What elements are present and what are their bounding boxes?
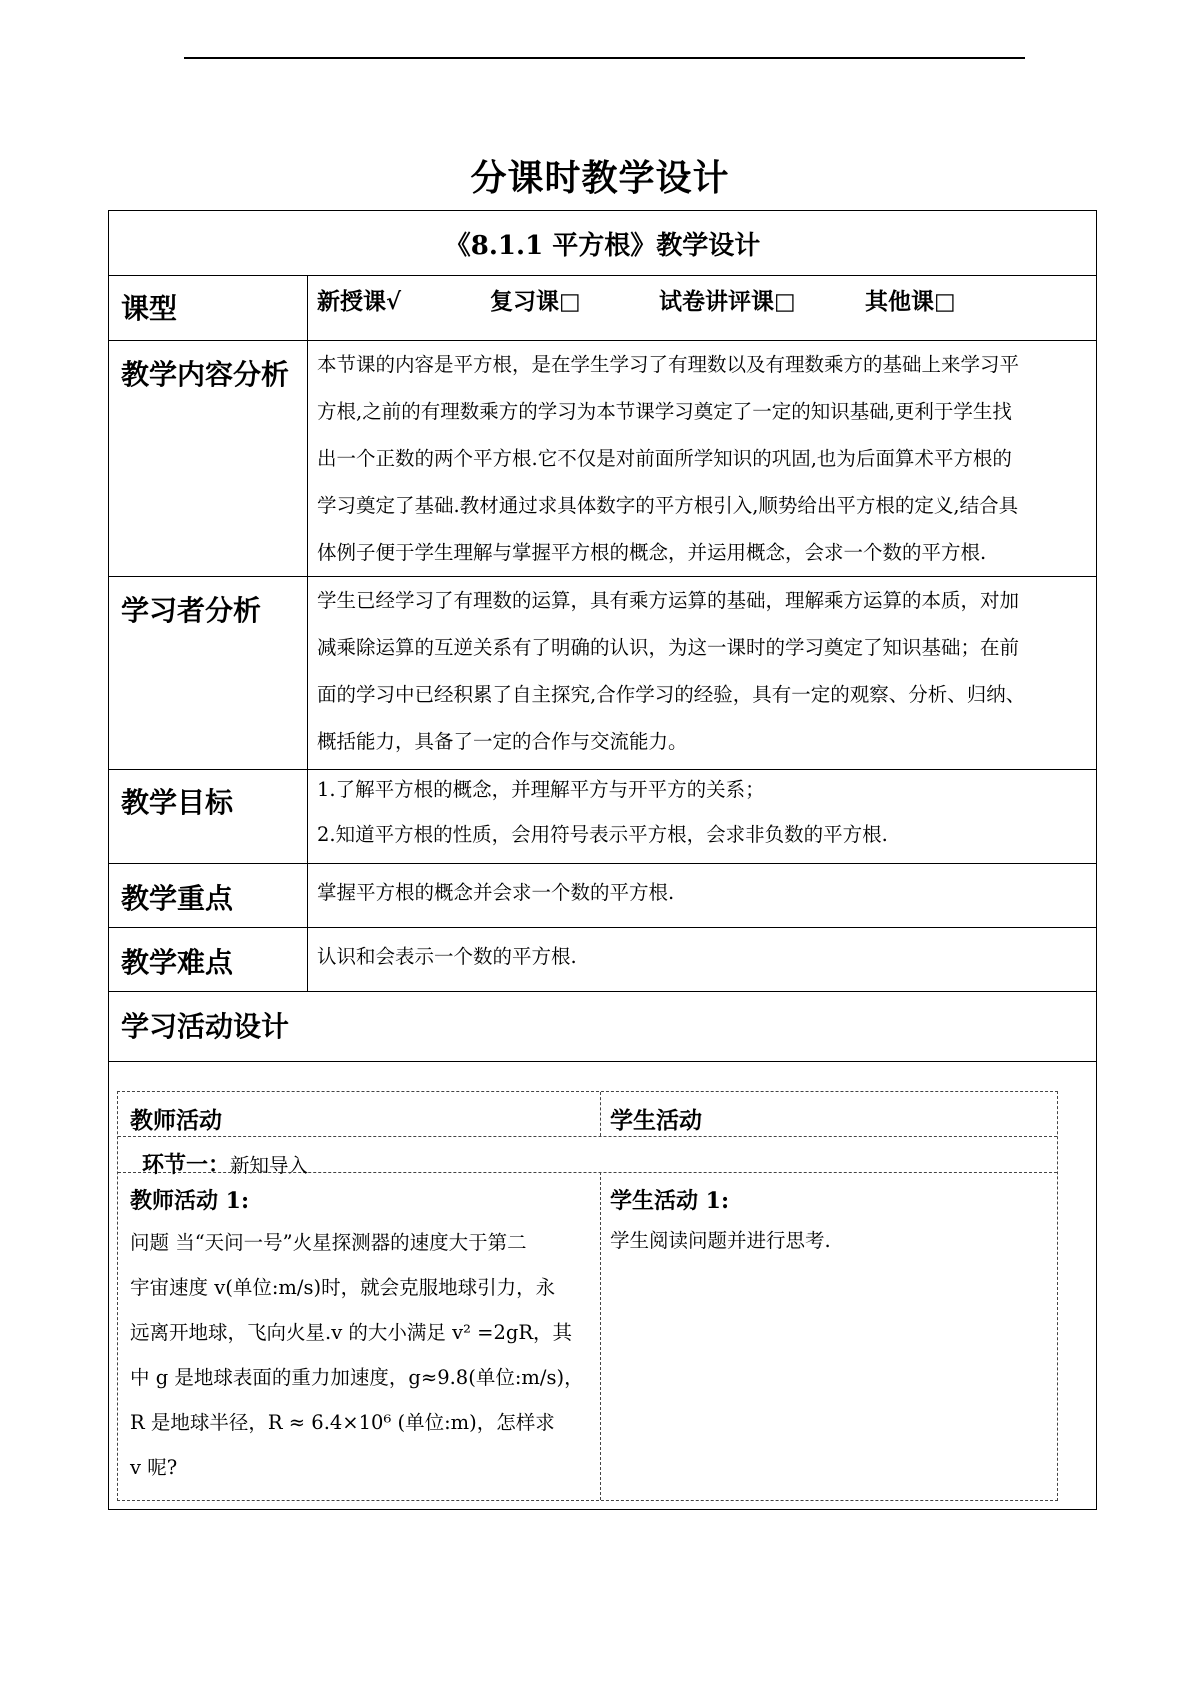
teacher-activity-1-title: 教师活动 1: xyxy=(130,1188,250,1214)
activity-column-divider xyxy=(600,1172,601,1500)
activity-design-label: 学习活动设计 xyxy=(121,1010,290,1043)
column-divider xyxy=(307,275,308,991)
document-title: 分课时教学设计 xyxy=(470,157,730,199)
difficulties-text: 认识和会表示一个数的平方根. xyxy=(317,945,577,968)
objectives-label: 教学目标 xyxy=(121,786,234,819)
course-type-exam-review: 试卷讲评课□ xyxy=(659,288,796,315)
student-activity-1-title: 学生活动 1: xyxy=(610,1188,730,1214)
student-activity-header: 学生活动 xyxy=(610,1107,702,1134)
activity-column-divider xyxy=(600,1092,601,1136)
row-divider xyxy=(109,927,1096,928)
activity-table xyxy=(117,1091,1058,1501)
key-points-text: 掌握平方根的概念并会求一个数的平方根. xyxy=(317,881,675,904)
lesson-design-table xyxy=(108,210,1097,1510)
content-analysis-text: 本节课的内容是平方根，是在学生学习了有理数以及有理数乘方的基础上来学习平 方根,之前的有理数乘方的学习为本节课学习奠定了一定的知识基础,更利于学生找 出一个正数的两个平方根.它不仅是对前面所学知识的巩固,也为后面算术平方根的 学习奠定了基础.教材通过求具体数字的平方根引入,顺势给出平方根的定义,结合具 体例子便于学生理解与掌握平方根的概念，并运用概念，会求一个数的平方根. xyxy=(317,353,1020,564)
difficulties-label: 教学难点 xyxy=(121,946,234,979)
teacher-activity-1-text: 问题 当“天问一号”火星探测器的速度大于第二 宇宙速度 v(单位:m/s)时，就会克服地球引力，永 远离开地球，飞向火星.v 的大小满足 v² =2gR，其 中 g 是地球表面的重力加速度，g≈9.8(单位:m/s)， R 是地球半径，R ≈ 6.4×10⁶ (单位:m)，怎样求 v 呢? xyxy=(130,1231,584,1479)
design-title: 《8.1.1 平方根》教学设计 xyxy=(444,231,761,261)
teacher-activity-header: 教师活动 xyxy=(130,1107,222,1134)
header-rule xyxy=(184,57,1025,59)
course-type-other: 其他课□ xyxy=(865,288,956,315)
content-analysis-label: 教学内容分析 xyxy=(121,358,290,391)
student-activity-1-text: 学生阅读问题并进行思考. xyxy=(610,1229,831,1252)
activity-row-divider xyxy=(118,1136,1057,1137)
course-type-new: 新授课√ xyxy=(317,288,402,315)
segment-name: 新知导入 xyxy=(230,1154,309,1177)
learner-analysis-label: 学习者分析 xyxy=(121,594,262,627)
objectives-text: 1.了解平方根的概念，并理解平方与开平方的关系； 2.知道平方根的性质，会用符号表示平方根，会求非负数的平方根. xyxy=(317,778,888,846)
segment-row xyxy=(142,1148,308,1179)
row-divider xyxy=(109,991,1096,992)
row-divider xyxy=(109,863,1096,864)
learner-analysis-text: 学生已经学习了有理数的运算，具有乘方运算的基础，理解乘方运算的本质，对加 减乘除运算的互逆关系有了明确的认识，为这一课时的学习奠定了知识基础；在前 面的学习中已经积累了自主探究,合作学习的经验，具有一定的观察、分析、归纳、 概括能力，具备了一定的合作与交流能力。 xyxy=(317,589,1026,753)
course-type-review: 复习课□ xyxy=(490,288,581,315)
segment-label: 环节一： xyxy=(142,1152,231,1178)
course-type-label: 课型 xyxy=(121,292,178,325)
row-divider xyxy=(109,275,1096,276)
row-divider xyxy=(109,1061,1096,1062)
key-points-label: 教学重点 xyxy=(121,882,234,915)
